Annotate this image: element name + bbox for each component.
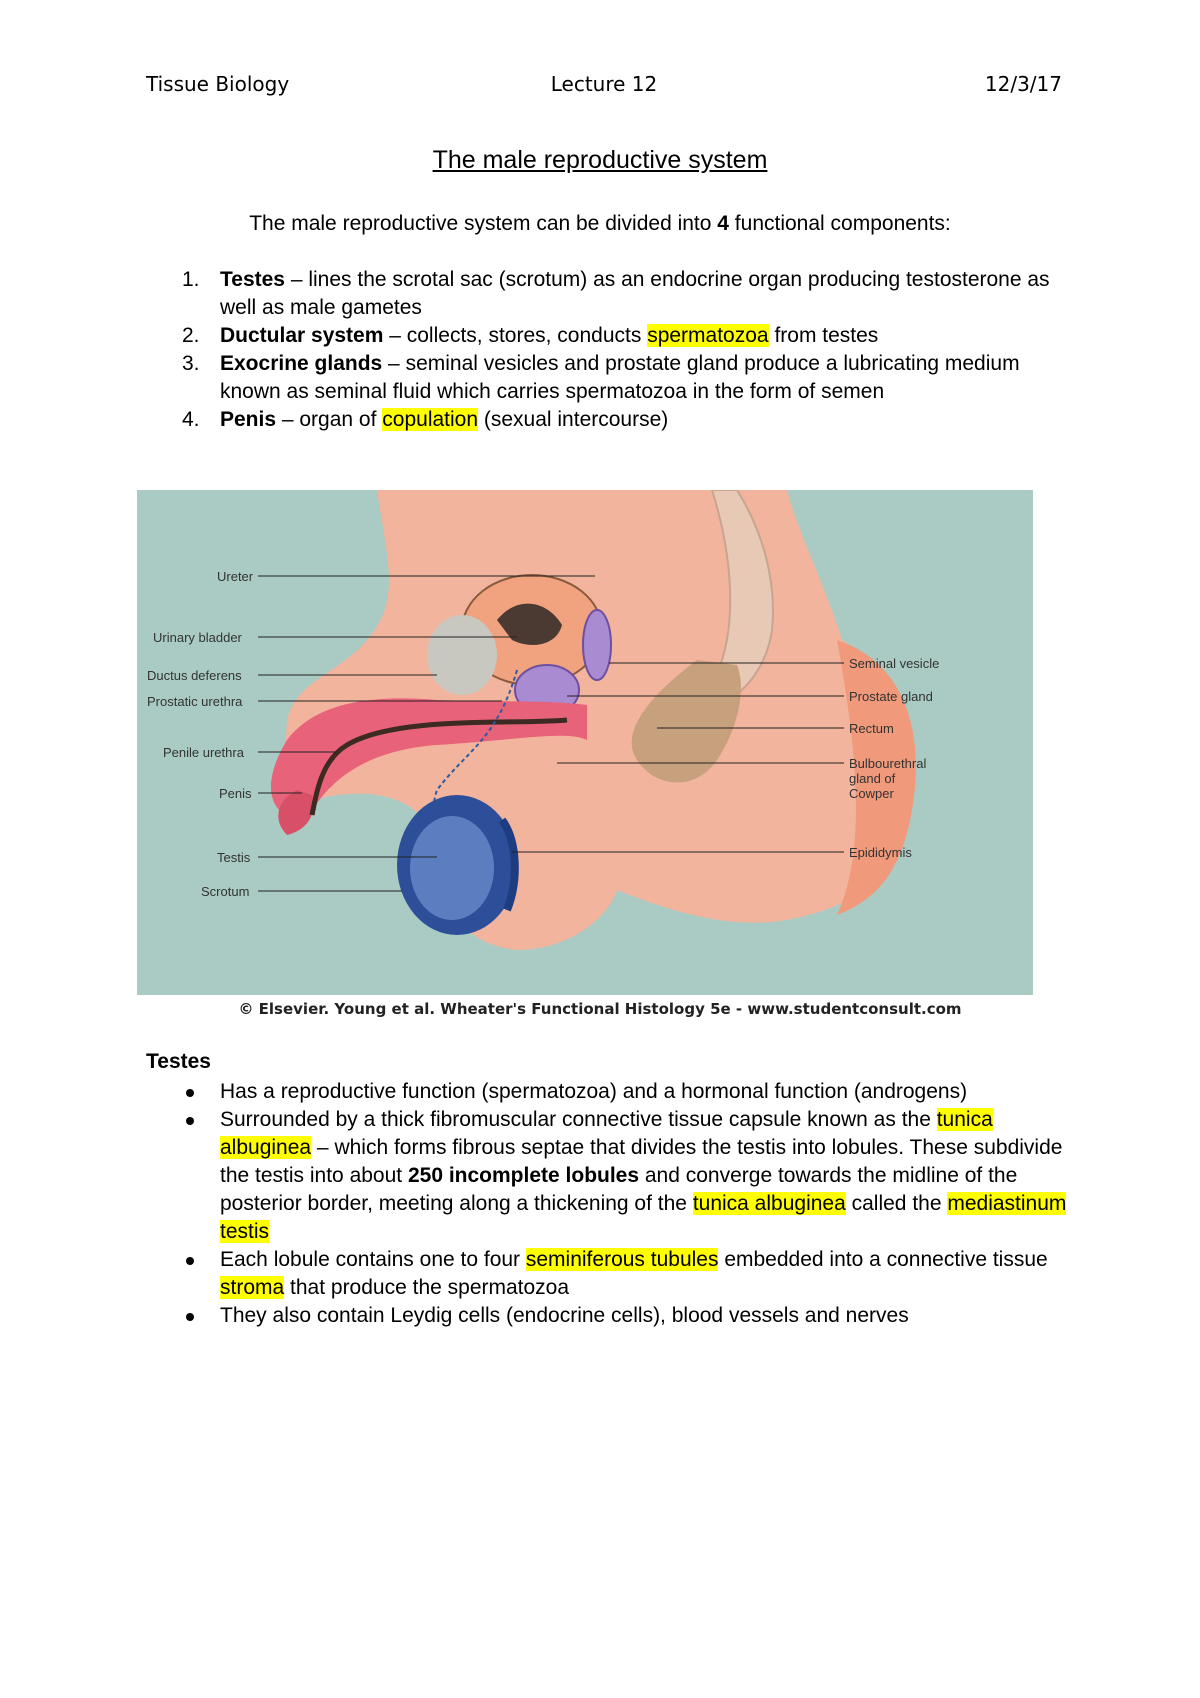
label-epididymis: Epididymis [849, 845, 912, 860]
seminal-vesicle-shape [583, 610, 611, 680]
item-number: 4. [182, 408, 200, 431]
testis-inner [410, 816, 494, 920]
label-seminal-vesicle: Seminal vesicle [849, 656, 940, 671]
item-term: Testes [220, 268, 285, 291]
label-cowper: Cowper [849, 786, 894, 801]
label-rectum: Rectum [849, 721, 894, 736]
bold-text: 250 incomplete lobules [407, 1164, 640, 1187]
bullet-text: – which forms fibrous septae that divides the testis into lobules. These subdivide the testis into about [220, 1136, 1063, 1187]
components-list [170, 266, 1070, 434]
pubic-bone [427, 615, 497, 695]
label-ductus-deferens: Ductus deferens [147, 668, 242, 683]
highlighted-term: spermatozoa [647, 324, 769, 347]
item-text: – collects, stores, conducts [383, 324, 648, 347]
bullet-dot [186, 1313, 194, 1321]
item-number: 2. [182, 324, 200, 347]
bullet-text: called the [845, 1192, 948, 1215]
list-item [170, 322, 1070, 350]
section-heading-testes: Testes [146, 1050, 211, 1073]
intro-count: 4 [717, 212, 729, 235]
bullet-item [170, 1078, 1080, 1106]
item-number: 3. [182, 352, 200, 375]
bullet-item [170, 1106, 1080, 1246]
label-penile-urethra: Penile urethra [163, 745, 244, 760]
highlighted-term: copulation [382, 408, 479, 431]
item-text: (sexual intercourse) [478, 408, 669, 431]
label-penis: Penis [219, 786, 252, 801]
highlighted-term: seminiferous tubules [525, 1248, 719, 1271]
label-testis: Testis [217, 850, 251, 865]
item-term: Penis [220, 408, 277, 431]
item-text: – lines the scrotal sac (scrotum) as an endocrine organ producing testosterone as well as male gametes [220, 268, 1050, 319]
label-prostate-gland: Prostate gland [849, 689, 933, 704]
list-item [170, 266, 1070, 322]
bullet-item [170, 1246, 1080, 1302]
header-date: 12/3/17 [984, 72, 1062, 96]
list-item [170, 406, 1070, 434]
highlighted-term: tunica albuginea [692, 1192, 846, 1215]
page-header [146, 72, 1062, 102]
bullet-dot [186, 1089, 194, 1097]
highlighted-term: stroma [220, 1276, 285, 1299]
header-lecture: Lecture 12 [550, 72, 658, 96]
header-course: Tissue Biology [146, 72, 290, 96]
bullet-text: Surrounded by a thick fibromuscular connective tissue capsule known as the [220, 1108, 937, 1131]
bullet-text: They also contain Leydig cells (endocrine cells), blood vessels and nerves [220, 1304, 909, 1327]
item-text: – seminal vesicles and prostate gland produce a lubricating medium known as seminal fluid which carries spermatozoa in the form of semen [220, 352, 1020, 403]
page-title: The male reproductive system [432, 146, 768, 174]
label-urinary-bladder: Urinary bladder [153, 630, 242, 645]
bullet-text: Has a reproductive function (spermatozoa) and a hormonal function (androgens) [220, 1080, 968, 1103]
item-term: Exocrine glands [220, 352, 383, 375]
label-gland-of: gland of [849, 771, 896, 786]
figure-caption: © Elsevier. Young et al. Wheater's Functional Histology 5e - www.studentconsult.com [238, 1000, 962, 1018]
bullet-dot [186, 1117, 194, 1125]
label-prostatic-urethra: Prostatic urethra [147, 694, 243, 709]
bullet-text: embedded into a connective tissue [718, 1248, 1048, 1271]
item-number: 1. [182, 268, 200, 291]
label-scrotum: Scrotum [201, 884, 250, 899]
intro-text: The male reproductive system can be divided into [249, 212, 718, 235]
anatomy-figure [137, 490, 1033, 995]
bullet-item [170, 1302, 1080, 1330]
list-item [170, 350, 1070, 406]
bullet-text: and converge towards the midline of the posterior border, meeting along a thickening of the [220, 1164, 1018, 1215]
anatomy-diagram [137, 490, 1033, 995]
highlighted-term: mediastinum testis [220, 1192, 1067, 1243]
highlighted-term: tunica albuginea [220, 1108, 993, 1159]
bullet-text: Each lobule contains one to four [220, 1248, 526, 1271]
label-bulbourethral: Bulbourethral [849, 756, 927, 771]
testes-bullet-list [170, 1078, 1080, 1330]
label-ureter: Ureter [217, 569, 254, 584]
item-text: from testes [768, 324, 879, 347]
bullet-text: that produce the spermatozoa [284, 1276, 570, 1299]
intro-paragraph [0, 212, 1200, 236]
bullet-dot [186, 1257, 194, 1265]
intro-text-end: functional components: [728, 212, 951, 235]
item-term: Ductular system [220, 324, 384, 347]
item-text: – organ of [276, 408, 383, 431]
